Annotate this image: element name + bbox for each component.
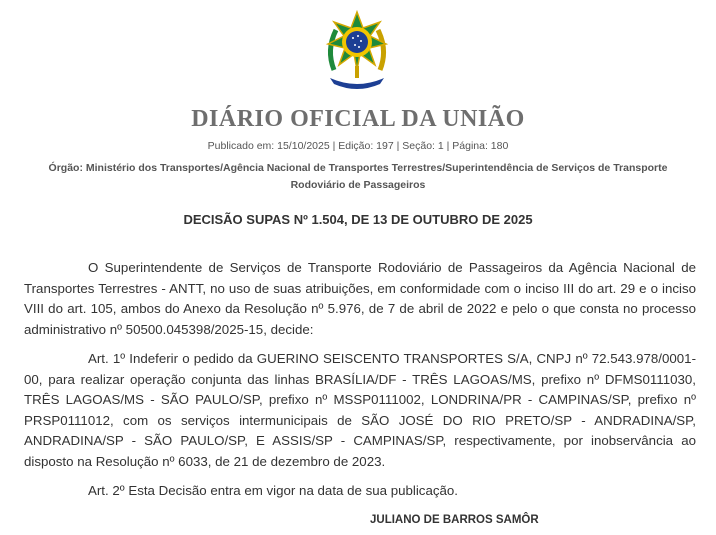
signature-name: JULIANO DE BARROS SAMÔR (370, 514, 539, 526)
paragraph-article-2: Art. 2º Esta Decisão entra em vigor na data de sua publicação. (88, 483, 458, 498)
newspaper-title: DIÁRIO OFICIAL DA UNIÃO (191, 106, 525, 132)
issuing-agency: Órgão: Ministério dos Transportes/Agência Nacional de Transportes Terrestres/Superintendência de Serviços de Transporte Rodoviário de Passageiros (48, 162, 668, 191)
brazil-coat-of-arms-icon (320, 10, 394, 90)
paragraph-article-1: Art. 1º Indeferir o pedido da GUERINO SEISCENTO TRANSPORTES S/A, CNPJ nº 72.543.978/0001-00, para realizar operação conjunta das linhas BRASÍLIA/DF - TRÊS LAGOAS/MS, prefixo nº DFMS0111030, TRÊS LAGOAS/MS - SÃO PAULO/SP, prefixo nº MSSP0111002, LONDRINA/PR - CAMPINAS/SP, prefixo nº PRSP0111012, com os serviços intermunicipais de SÃO JOSÉ DO RIO PRETO/SP - ANDRADINA/SP, ANDRADINA/SP - SÃO PAULO/SP, E ASSIS/SP - CAMPINAS/SP, respectivamente, por inobservância ao disposto na Resolução nº 6033, de 21 de dezembro de 2023. (24, 351, 696, 469)
decision-title: DECISÃO SUPAS Nº 1.504, DE 13 DE OUTUBRO DE 2025 (183, 212, 533, 227)
publication-info: Publicado em: 15/10/2025 | Edição: 197 | Seção: 1 | Página: 180 (207, 140, 509, 152)
paragraph-preamble: O Superintendente de Serviços de Transporte Rodoviário de Passageiros da Agência Nacional de Transportes Terrestres - ANTT, no uso de suas atribuições, em conformidade com o inciso III do art. 29 e o inciso VIII do art. 105, ambos do Anexo da Resolução nº 5.976, de 7 de abril de 2022 e pelo o que consta no processo administrativo nº 50500.045398/2025-15, decide: (24, 260, 696, 337)
document-body (24, 258, 696, 511)
